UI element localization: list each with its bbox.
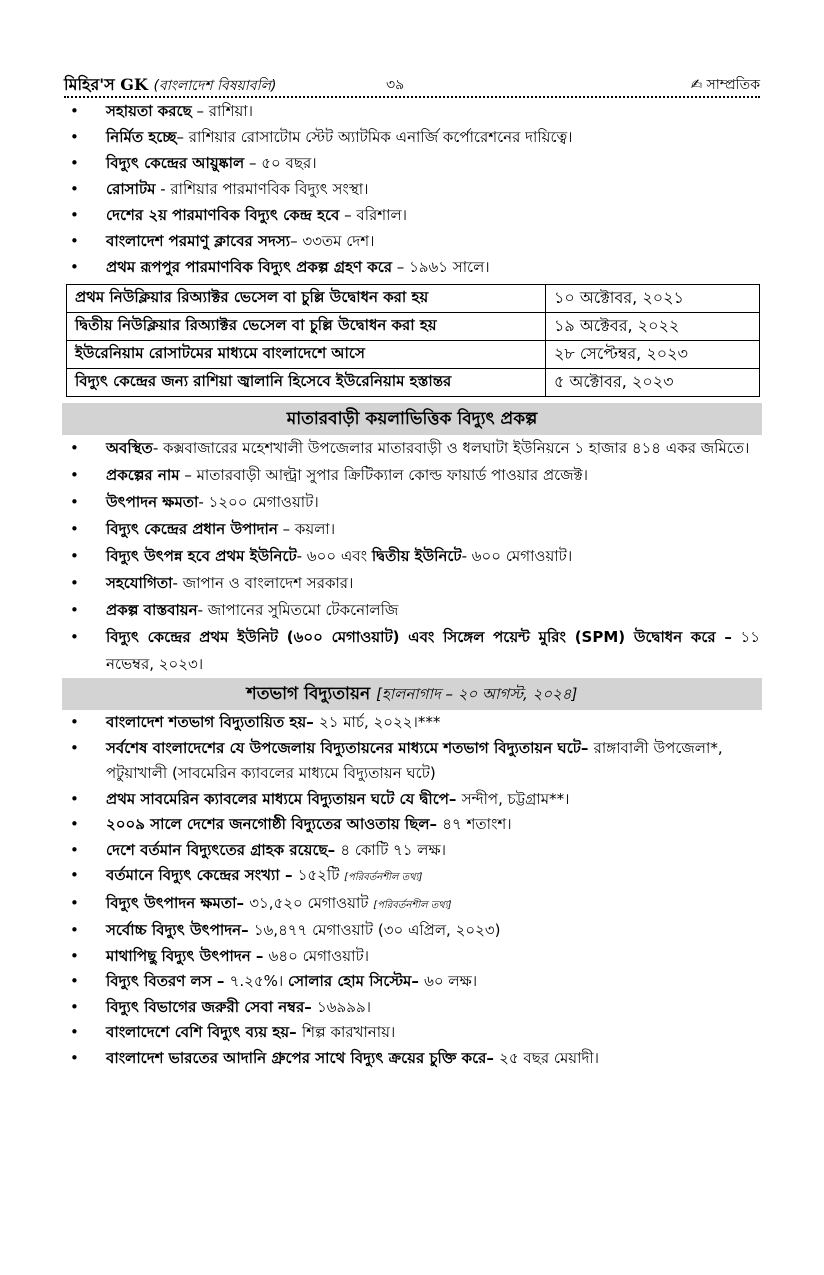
list-item: • বিদ্যুৎ বিতরণ লস – ৭.২৫%। সোলার হোম সিস্টেম– ৬০ লক্ষ। [64,969,760,995]
table-cell-event: প্রথম নিউক্লিয়ার রিঅ্যাক্টর ভেসেল বা চুল্লি উদ্বোধন করা হয় [67,285,546,313]
changeable-info-note: [পরিবর্তনশীল তথ্য] [373,899,452,911]
list-item: • বিদ্যুৎ বিভাগের জরুরী সেবা নম্বর– ১৬৯৯৯। [64,995,760,1021]
list-item: • বিদ্যুৎ কেন্দ্রের প্রথম ইউনিট (৬০০ মেগাওয়াট) এবং সিঙ্গেল পয়েন্ট মুরিং (SPM) উদ্বোধন করে – ১১ নভেম্বর, ২০২৩। [64,624,760,678]
list-item: • দেশে বর্তমান বিদ্যুৎতের গ্রাহক রয়েছে– ৪ কোটি ৭১ লক্ষ। [64,838,760,864]
list-item: • বাংলাদেশ পরমাণু ক্লাবের সদস্য– ৩৩তম দেশ। [64,228,760,254]
list-item: • অবস্থিত- কক্সবাজারের মহেশখালী উপজেলার মাতারবাড়ী ও ধলঘাটা ইউনিয়নে ১ হাজার ৪১৪ একর জমিতে। [64,435,760,462]
table-cell-event: দ্বিতীয় নিউক্লিয়ার রিঅ্যাক্টর ভেসেল বা চুল্লি উদ্বোধন করা হয় [67,313,546,341]
table-cell-date: ৫ অক্টোবর, ২০২৩ [546,369,760,397]
table-cell-event: বিদ্যুৎ কেন্দ্রের জন্য রাশিয়া জ্বালানি হিসেবে ইউরেনিয়াম হস্তান্তর [67,369,546,397]
document-page [64,70,760,1071]
table-row [67,285,760,313]
list-item: • সহযোগিতা- জাপান ও বাংলাদেশ সরকার। [64,570,760,597]
list-item: • বিদ্যুৎ উৎপন্ন হবে প্রথম ইউনিটে- ৬০০ এবং দ্বিতীয় ইউনিটে- ৬০০ মেগাওয়াট। [64,543,760,570]
list-item: • উৎপাদন ক্ষমতা- ১২০০ মেগাওয়াট। [64,489,760,516]
list-item: • বাংলাদেশে বেশি বিদ্যুৎ ব্যয় হয়– শিল্প কারখানায়। [64,1020,760,1046]
list-item: • সর্বোচ্চ বিদ্যুৎ উৎপাদন– ১৬,৪৭৭ মেগাওয়াট (৩০ এপ্রিল, ২০২৩) [64,918,760,944]
rooppur-list [64,98,760,280]
table-cell-date: ১৯ অক্টেবর, ২০২২ [546,313,760,341]
table-cell-date: ২৮ সেপ্টেম্বর, ২০২৩ [546,341,760,369]
list-item: • বিদ্যুৎ উৎপাদন ক্ষমতা– ৩১,৫২০ মেগাওয়াট [পরিবর্তনশীল তথ্য] [64,891,760,919]
table-cell-event: ইউরেনিয়াম রোসাটমের মাধ্যমে বাংলাদেশে আসে [67,341,546,369]
list-item: • ২০০৯ সালে দেশের জনগোষ্ঠী বিদ্যুতের আওতায় ছিল– ৪৭ শতাংশ। [64,812,760,838]
list-item: • দেশের ২য় পারমাণবিক বিদ্যুৎ কেন্দ্র হবে – বরিশাল। [64,202,760,228]
list-item: • নির্মিত হচ্ছে– রাশিয়ার রোসাটোম স্টেট অ্যাটমিক এনার্জি কর্পোরেশনের দায়িত্বে। [64,124,760,150]
list-item: • রোসাটম - রাশিয়ার পারমাণবিক বিদ্যুৎ সংস্থা। [64,176,760,202]
table-cell-date: ১০ অক্টোবর, ২০২১ [546,285,760,313]
changeable-info-note: [পরিবর্তনশীল তথ্য] [344,872,423,883]
list-item: • বাংলাদেশ শতভাগ বিদ্যুতায়িত হয়– ২১ মার্চ, ২০২২।*** [64,710,760,736]
section-label: ✍ সাম্প্রতিক [690,77,760,93]
heading-update-note: [হালনাগাদ – ২০ আগস্ট, ২০২৪] [376,685,578,703]
list-item: • সর্বশেষ বাংলাদেশের যে উপজেলায় বিদ্যুতায়নের মাধ্যমে শতভাগ বিদ্যুতায়ন ঘটে– রাঙ্গাবালী উপজেলা*, পটুয়াখালী (সাবমেরিন ক্যাবলের মাধ্যমে বিদ্যুতায়ন ঘটে) [64,736,760,787]
list-item: • বিদ্যুৎ কেন্দ্রের আয়ুষ্কাল – ৫০ বছর। [64,150,760,176]
pen-paper-icon: ✍ [690,77,703,93]
book-title: মিহির'স GK (বাংলাদেশ বিষয়াবলি) [64,75,277,94]
list-item: • প্রথম রূপপুর পারমাণবিক বিদ্যুৎ প্রকল্প গ্রহণ করে – ১৯৬১ সালে। [64,254,760,280]
list-item: • প্রকল্পের নাম – মাতারবাড়ী আল্ট্রা সুপার ক্রিটিক্যাল কোল্ড ফায়ার্ড পাওয়ার প্রজেক্ট। [64,462,760,489]
book-subtitle: (বাংলাদেশ বিষয়াবলি) [153,78,277,94]
table-row [67,369,760,397]
list-item: • প্রথম সাবমেরিন ক্যাবলের মাধ্যমে বিদ্যুতায়ন ঘটে যে দ্বীপে– সন্দীপ, চট্টগ্রাম**। [64,787,760,813]
list-item: • বর্তমানে বিদ্যুৎ কেন্দ্রের সংখ্যা – ১৫২টি [পরিবর্তনশীল তথ্য] [64,863,760,891]
table-row [67,341,760,369]
list-item: • প্রকল্প বাস্তবায়ন- জাপানের সুমিতমো টেকনোলজি [64,597,760,624]
section-heading-matarbari: মাতারবাড়ী কয়লাভিত্তিক বিদ্যুৎ প্রকল্প [62,403,762,435]
page-header [64,70,760,98]
list-item: • সহায়তা করছে – রাশিয়া। [64,98,760,124]
list-item: • বাংলাদেশ ভারতের আদানি গ্রুপের সাথে বিদ্যুৎ ক্রয়ের চুক্তি করে– ২৫ বছর মেয়াদী। [64,1046,760,1072]
section-heading-electrification: শতভাগ বিদ্যুতায়ন [হালনাগাদ – ২০ আগস্ট, ২০২৪] [62,678,762,710]
list-item: • বিদ্যুৎ কেন্দ্রের প্রধান উপাদান – কয়লা। [64,516,760,543]
matarbari-list [64,435,760,678]
page-number: ৩৯ [386,77,405,93]
table-row [67,313,760,341]
list-item: • মাথাপিছু বিদ্যুৎ উৎপাদন – ৬৪০ মেগাওয়াট। [64,944,760,970]
electrification-list [64,710,760,1071]
reactor-dates-table [66,284,760,397]
